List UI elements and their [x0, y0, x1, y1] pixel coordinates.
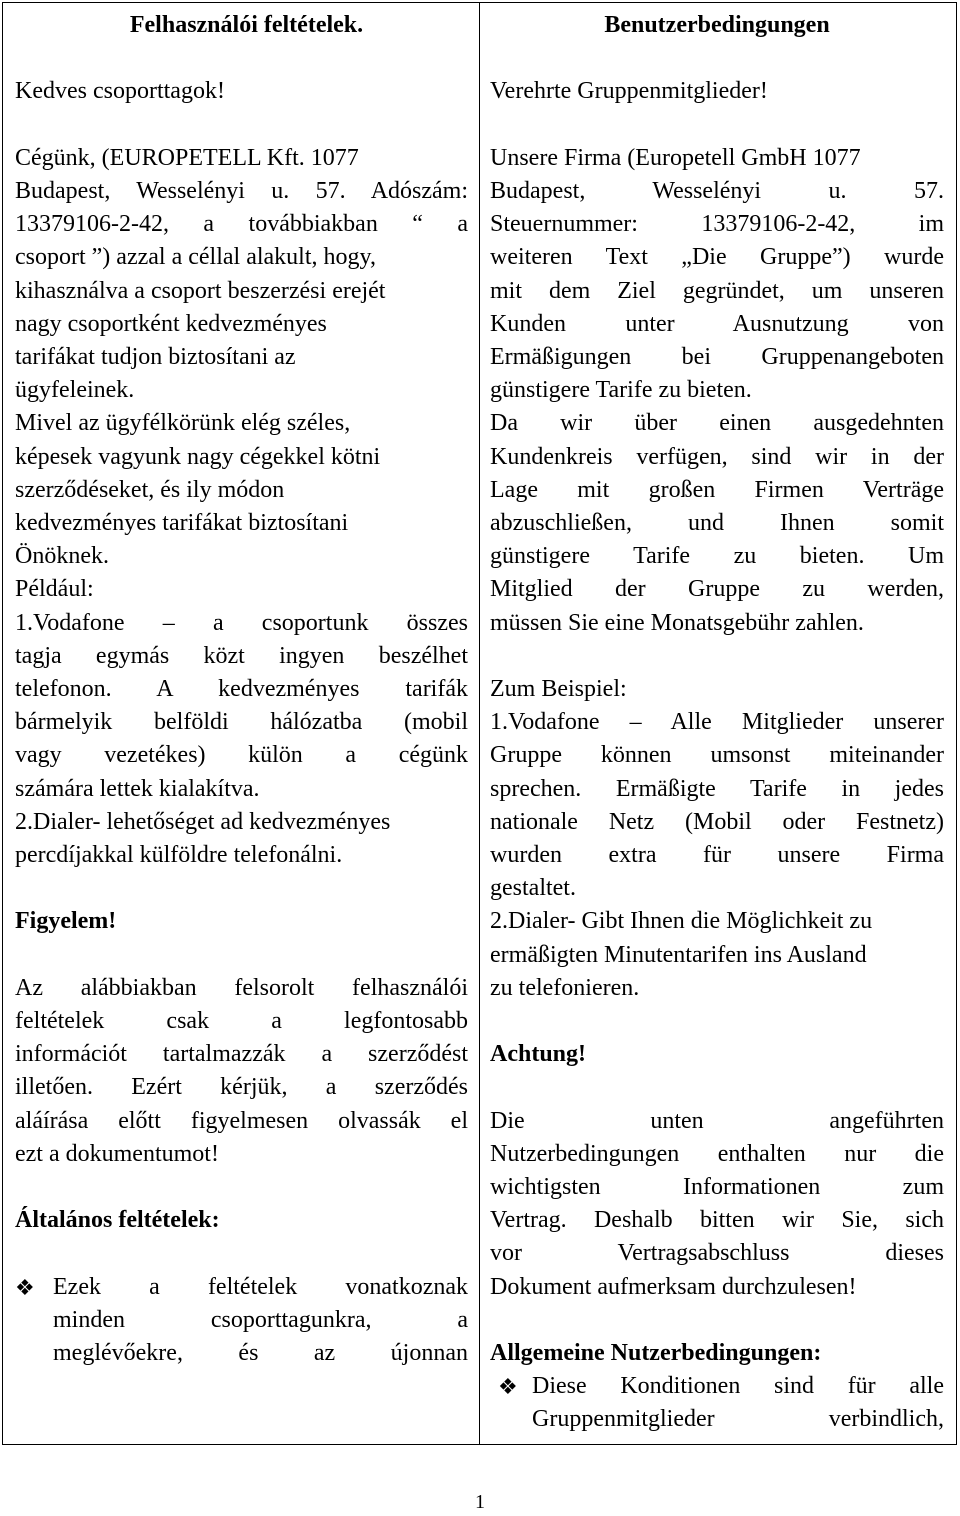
de-item-1: [490, 706, 944, 905]
text-line: tarifákat tudjon biztosítani az: [15, 344, 296, 370]
hu-title: Felhasználói feltételek.: [129, 12, 364, 38]
hu-example-label: Például:: [15, 576, 94, 603]
text-line: ermäßigten Minutentarifen ins Ausland: [490, 941, 867, 968]
text-line: Ermäßigungen bei Gruppenangeboten: [490, 344, 944, 370]
text-line: 2.Dialer- lehetőséget ad kedvezményes: [15, 808, 391, 835]
text-line: ügyfeleinek.: [15, 377, 135, 404]
text-line: Mivel az ügyfélkörünk elég széles,: [15, 410, 351, 437]
de-notice-paragraph: [490, 1105, 944, 1304]
text-line: nationale Netz (Mobil oder Festnetz): [490, 808, 944, 835]
text-line: Dokument aufmerksam durchzulesen!: [490, 1273, 857, 1300]
text-line: mit dem Ziel gegründet, um unseren: [490, 277, 944, 304]
text-line: Budapest, Wesselényi u. 57.: [490, 177, 944, 204]
text-line: Mitglied der Gruppe zu werden,: [490, 576, 944, 603]
text-line: Lage mit großen Firmen Verträge: [490, 476, 944, 503]
text-line: günstigere Tarife zu bieten.: [490, 377, 752, 404]
text-line: telefonon. A kedvezményes tarifák: [15, 676, 468, 703]
text-line: 2.Dialer- Gibt Ihnen die Möglichkeit zu: [490, 908, 873, 935]
text-line: ezt a dokumentumot!: [15, 1140, 219, 1167]
text-line: számára lettek kialakítva.: [15, 775, 260, 802]
hu-bullet-item: [15, 1271, 468, 1371]
text-line: illetően. Ezért kérjük, a szerződés: [15, 1074, 468, 1101]
text-line: bármelyik belföldi hálózatba (mobil: [15, 709, 468, 736]
text-line: Kundenkreis verfügen, sind wir in der: [490, 443, 944, 470]
de-item-2: [490, 905, 944, 1005]
text-line: Gruppe können umsonst miteinander: [490, 742, 944, 769]
text-line: Az alábbiakban felsorolt felhasználói: [15, 974, 468, 1001]
text-line: szerződéseket, és ily módon: [15, 476, 285, 503]
text-line: Önöknek.: [15, 543, 109, 570]
text-line: kihasználva a csoport beszerzési erejét: [15, 277, 386, 304]
diamond-bullet-icon: ❖: [498, 1374, 518, 1400]
text-line: Steuernummer: 13379106-2-42, im: [490, 211, 944, 238]
de-intro-paragraph: [490, 142, 944, 408]
text-line: meglévőekre, és az újonnan: [53, 1340, 468, 1367]
text-line: Unsere Firma (Europetell GmbH 1077: [490, 144, 861, 171]
hu-general-heading: Általános feltételek:: [15, 1207, 220, 1234]
hu-intro-paragraph: [15, 142, 468, 408]
text-line: Kunden unter Ausnutzung von: [490, 310, 944, 337]
text-line: Die unten angeführten: [490, 1107, 944, 1134]
text-line: információt tartalmazzák a szerződést: [15, 1041, 468, 1068]
text-line: vagy vezetékes) külön a cégünk: [15, 742, 468, 769]
text-line: vor Vertragsabschluss dieses: [490, 1240, 944, 1267]
text-line: kedvezményes tarifákat biztosítani: [15, 510, 349, 537]
text-line: nagy csoportként kedvezményes: [15, 310, 327, 337]
text-line: Diese Konditionen sind für alle: [532, 1373, 944, 1400]
hu-item-1: [15, 607, 468, 806]
de-example-label: Zum Beispiel:: [490, 676, 627, 703]
text-line: minden csoporttagunkra, a: [53, 1306, 468, 1333]
hu-notice-paragraph: [15, 972, 468, 1171]
german-column: [480, 3, 956, 1444]
text-line: csoport ”) azzal a céllal alakult, hogy,: [15, 244, 376, 271]
text-line: Nutzerbedingungen enthalten nur die: [490, 1140, 944, 1167]
hu-clients-paragraph: [15, 407, 468, 573]
text-line: 13379106-2-42, a továbbiakban “ a: [15, 211, 468, 238]
de-greeting: Verehrte Gruppenmitglieder!: [490, 78, 768, 105]
text-line: Vertrag. Deshalb bitten wir Sie, sich: [490, 1207, 944, 1234]
text-line: tagja egymás közt ingyen beszélhet: [15, 642, 468, 669]
hu-attention-heading: Figyelem!: [15, 908, 117, 935]
text-line: günstigere Tarife zu bieten. Um: [490, 543, 944, 570]
text-line: zu telefonieren.: [490, 974, 640, 1001]
de-attention-heading: Achtung!: [490, 1041, 587, 1068]
de-bullet-item: [490, 1370, 944, 1436]
hungarian-column: [3, 3, 480, 1444]
hu-greeting: Kedves csoporttagok!: [15, 78, 225, 105]
text-line: weiteren Text „Die Gruppe”) wurde: [490, 244, 944, 271]
hu-item-2: [15, 806, 468, 872]
de-general-heading: Allgemeine Nutzerbedingungen:: [490, 1340, 822, 1367]
text-line: wurden extra für unsere Firma: [490, 842, 944, 869]
text-line: feltételek csak a legfontosabb: [15, 1008, 468, 1035]
bilingual-terms-table: [2, 2, 957, 1445]
text-line: wichtigsten Informationen zum: [490, 1174, 944, 1201]
text-line: Gruppenmitglieder verbindlich,: [532, 1406, 944, 1433]
text-line: müssen Sie eine Monatsgebühr zahlen.: [490, 609, 864, 636]
text-line: sprechen. Ermäßigte Tarife in jedes: [490, 775, 944, 802]
de-title: Benutzerbedingungen: [604, 12, 830, 38]
page-number: 1: [475, 1491, 485, 1513]
text-line: Ezek a feltételek vonatkoznak: [53, 1273, 468, 1300]
text-line: Da wir über einen ausgedehnten: [490, 410, 944, 437]
text-line: percdíjakkal külföldre telefonálni.: [15, 842, 343, 869]
text-line: gestaltet.: [490, 875, 576, 902]
text-line: 1.Vodafone – a csoportunk összes: [15, 609, 468, 636]
text-line: 1.Vodafone – Alle Mitglieder unserer: [490, 709, 944, 736]
de-clients-paragraph: [490, 407, 944, 639]
text-line: Budapest, Wesselényi u. 57. Adószám:: [15, 177, 468, 204]
text-line: képesek vagyunk nagy cégekkel kötni: [15, 443, 381, 470]
text-line: abzuschließen, und Ihnen somit: [490, 510, 944, 537]
diamond-bullet-icon: ❖: [15, 1274, 35, 1300]
text-line: Cégünk, (EUROPETELL Kft. 1077: [15, 144, 359, 171]
text-line: aláírása előtt figyelmesen olvassák el: [15, 1107, 468, 1134]
